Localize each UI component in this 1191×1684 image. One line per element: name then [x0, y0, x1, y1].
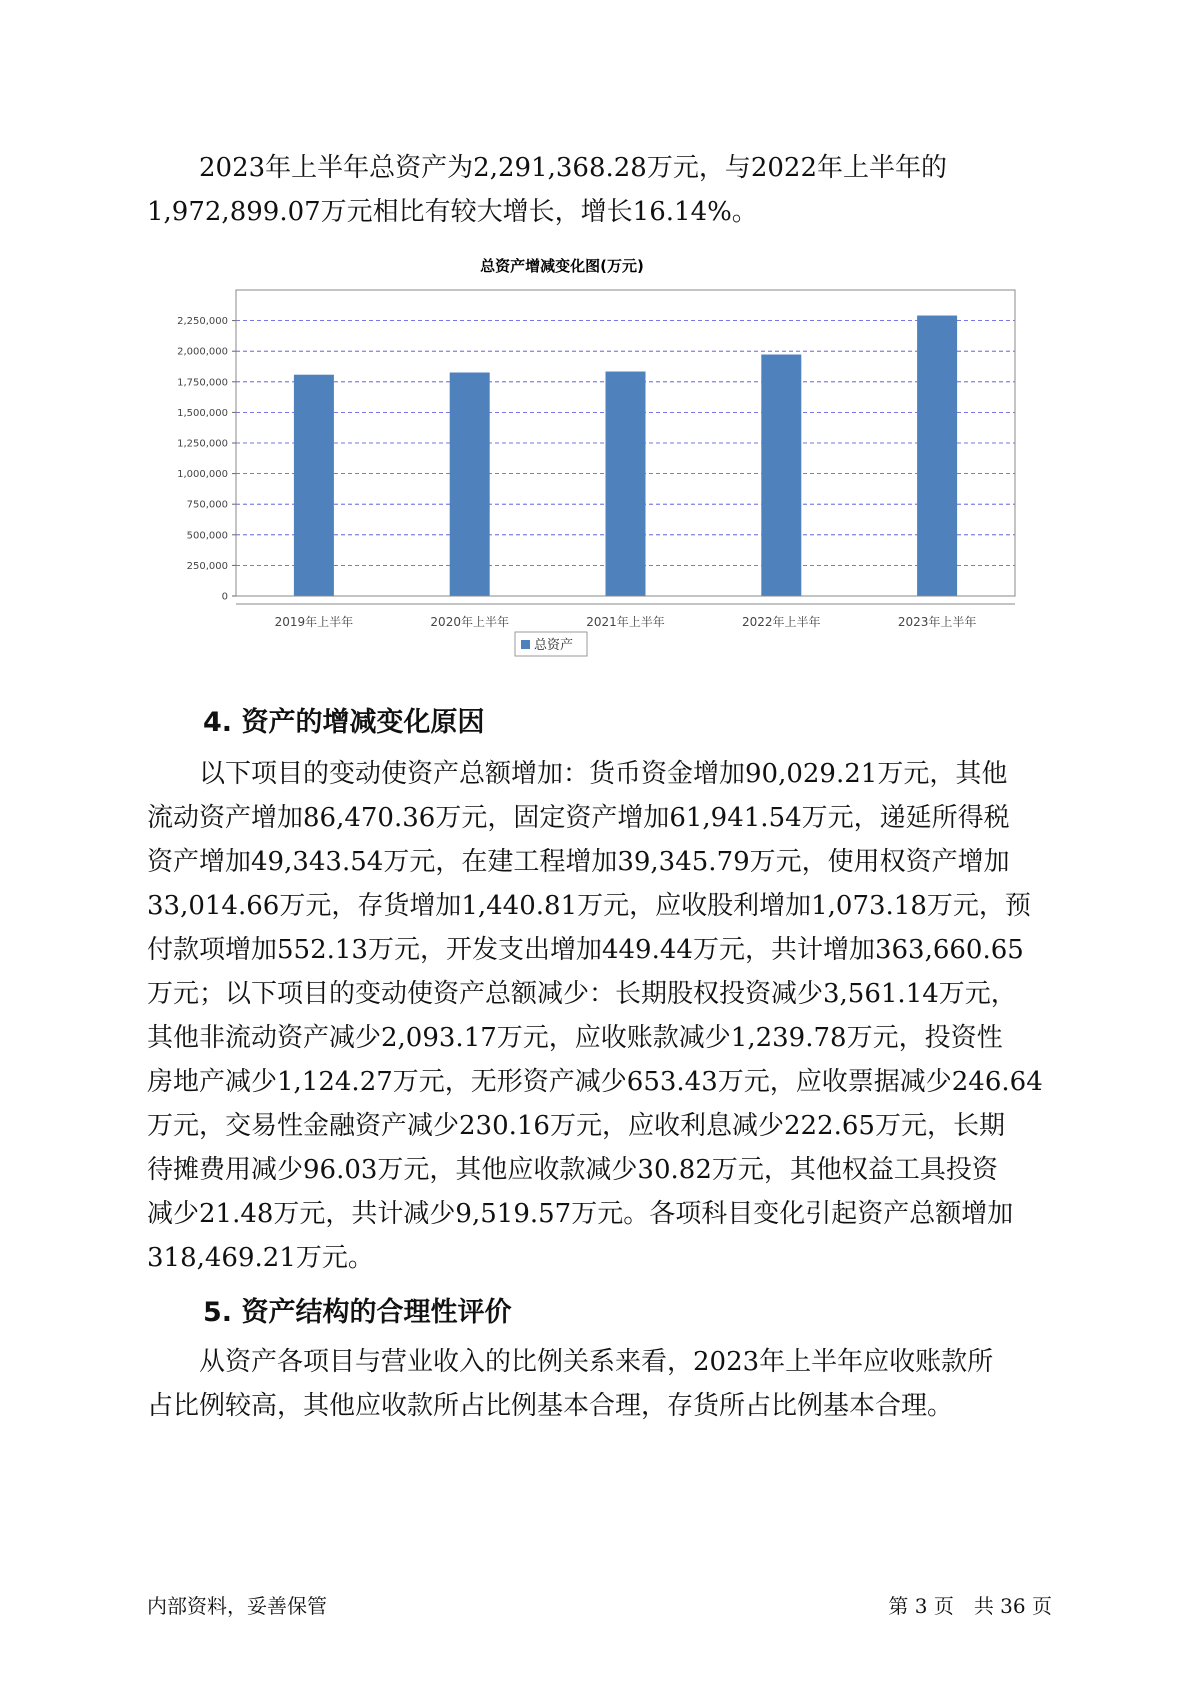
section-5-heading: 5. 资产结构的合理性评价	[203, 1297, 512, 1328]
text-line: 房地产减少1,124.27万元，无形资产减少653.43万元，应收票据减少246.64	[147, 1067, 1043, 1097]
text-line: 万元；以下项目的变动使资产总额减少：长期股权投资减少3,561.14万元，	[147, 979, 1017, 1009]
x-category-label: 2022年上半年	[742, 615, 821, 629]
text-line: 流动资产增加86,470.36万元，固定资产增加61,941.54万元，递延所得税	[147, 803, 1010, 833]
y-tick-label: 1,500,000	[177, 407, 228, 419]
bar	[450, 372, 490, 596]
total-assets-bar-chart	[150, 257, 977, 662]
bar	[294, 375, 334, 596]
legend-swatch	[521, 640, 530, 649]
section-5-paragraph	[147, 1340, 1052, 1428]
text-line: 资产增加49,343.54万元，在建工程增加39,345.79万元，使用权资产增加	[147, 847, 1010, 877]
x-axis-categories	[275, 614, 977, 629]
text-line: 1,972,899.07万元相比有较大增长，增长16.14%。	[147, 197, 758, 227]
bar	[917, 316, 957, 596]
section-4-heading: 4. 资产的增减变化原因	[203, 707, 485, 738]
text-line: 其他非流动资产减少2,093.17万元，应收账款减少1,239.78万元，投资性	[147, 1023, 1003, 1053]
y-tick-label: 1,250,000	[177, 438, 228, 450]
y-tick-label: 0	[221, 591, 228, 603]
y-tick-label: 500,000	[186, 530, 228, 542]
text-line: 以下项目的变动使资产总额增加：货币资金增加90,029.21万元，其他	[199, 759, 1008, 789]
text-line: 33,014.66万元，存货增加1,440.81万元，应收股利增加1,073.18万元，预	[147, 891, 1031, 921]
chart-legend	[515, 632, 587, 656]
chart-bars	[294, 316, 957, 596]
y-tick-label: 250,000	[186, 560, 228, 572]
x-category-label: 2023年上半年	[897, 615, 977, 629]
y-tick-label: 1,750,000	[177, 377, 228, 389]
bar	[761, 355, 801, 596]
text-line: 待摊费用减少96.03万元，其他应收款减少30.82万元，其他权益工具投资	[147, 1155, 998, 1185]
x-category-label: 2020年上半年	[430, 615, 509, 629]
text-line: 付款项增加552.13万元，开发支出增加449.44万元，共计增加363,660.65	[147, 935, 1024, 965]
section-4-paragraph	[147, 752, 1052, 1280]
y-tick-label: 2,250,000	[177, 316, 228, 328]
text-line: 318,469.21万元。	[147, 1243, 374, 1273]
text-line: 减少21.48万元，共计减少9,519.57万元。各项科目变化引起资产总额增加	[147, 1199, 1014, 1229]
x-category-label: 2019年上半年	[274, 615, 354, 629]
y-tick-label: 750,000	[186, 499, 228, 511]
text-line: 2023年上半年总资产为2,291,368.28万元，与2022年上半年的	[199, 153, 948, 183]
legend-label: 总资产	[534, 638, 574, 653]
x-category-label: 2021年上半年	[586, 615, 665, 629]
y-tick-label: 1,000,000	[177, 469, 228, 481]
bar	[606, 372, 646, 596]
text-line: 占比例较高，其他应收款所占比例基本合理，存货所占比例基本合理。	[147, 1391, 954, 1421]
text-line: 从资产各项目与营业收入的比例关系来看，2023年上半年应收账款所	[199, 1347, 994, 1377]
chart-title: 总资产增减变化图(万元)	[480, 257, 644, 275]
y-axis-ticks	[177, 316, 236, 602]
footer-page-number: 第 3 页 共 36 页	[888, 1594, 1052, 1618]
footer-left: 内部资料，妥善保管	[147, 1594, 327, 1618]
y-tick-label: 2,000,000	[177, 346, 228, 358]
text-line: 万元，交易性金融资产减少230.16万元，应收利息减少222.65万元，长期	[147, 1111, 1005, 1141]
intro-paragraph	[147, 146, 1052, 234]
